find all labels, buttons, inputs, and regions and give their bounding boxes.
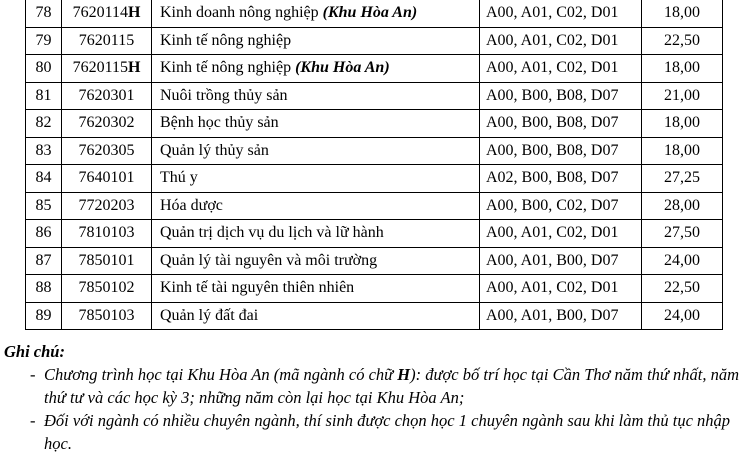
major-name-cell [152, 55, 480, 83]
cutoff-score-cell: 18,00 [642, 55, 723, 83]
major-name: Quản lý thủy sản [160, 141, 269, 159]
major-code-cell [62, 220, 152, 248]
major-code-cell [62, 275, 152, 303]
major-name-cell [152, 247, 480, 275]
notes-section [4, 340, 740, 455]
cutoff-score-cell: 28,00 [642, 192, 723, 220]
major-name: Quản lý đất đai [160, 306, 259, 324]
row-number-cell: 79 [26, 27, 62, 55]
major-code-cell [62, 165, 152, 193]
table-body [26, 0, 723, 330]
subject-combos-cell: A00, A01, B00, D07 [480, 247, 642, 275]
major-code-cell [62, 82, 152, 110]
major-code: 7850102 [78, 279, 135, 297]
major-name: Kinh tế nông nghiệp [160, 31, 292, 49]
major-code-cell [62, 247, 152, 275]
major-name: Kinh doanh nông nghiệp [160, 4, 323, 22]
major-code: 7850101 [78, 251, 135, 269]
row-number-cell: 86 [26, 220, 62, 248]
table-row [26, 82, 723, 110]
note-text-part2: ): được bố trí học tại Cần Thơ năm thứ nhất, năm thứ tư và các học kỳ 3; những năm còn lại học tại Khu Hòa An; [44, 365, 740, 407]
major-code: 7640101 [78, 169, 135, 187]
subject-combos-cell: A00, B00, C02, D07 [480, 192, 642, 220]
subject-combos-cell: A00, A01, C02, D01 [480, 220, 642, 248]
major-name: Thú y [160, 169, 198, 187]
major-code-cell [62, 0, 152, 27]
cutoff-score-cell: 18,00 [642, 110, 723, 138]
major-code: 7620305 [78, 141, 135, 159]
admissions-score-table [25, 0, 723, 330]
major-code-cell [62, 110, 152, 138]
major-code: 7850103 [78, 306, 135, 324]
table-row [26, 137, 723, 165]
major-code-suffix: H [127, 59, 141, 77]
campus-note: (Khu Hòa An) [295, 59, 390, 77]
subject-combos-cell: A00, A01, C02, D01 [480, 0, 642, 27]
subject-combos-cell: A00, B00, B08, D07 [480, 137, 642, 165]
major-code: 7620301 [78, 86, 135, 104]
table-row [26, 0, 723, 27]
row-number-cell: 83 [26, 137, 62, 165]
note-text-major: Đối với ngành có nhiều chuyên ngành, thí sinh được chọn học 1 chuyên ngành sau khi làm thủ tục nhập học. [44, 411, 731, 453]
row-number-cell: 85 [26, 192, 62, 220]
major-code-cell [62, 137, 152, 165]
major-name: Nuôi trồng thủy sản [160, 86, 288, 104]
major-code: 7810103 [78, 224, 135, 242]
notes-title: Ghi chú: [4, 342, 65, 361]
major-name-cell [152, 220, 480, 248]
row-number-cell: 82 [26, 110, 62, 138]
major-name-cell [152, 137, 480, 165]
major-code-cell [62, 27, 152, 55]
table-row [26, 110, 723, 138]
major-name-cell [152, 27, 480, 55]
major-code: 7620115 [72, 59, 128, 77]
subject-combos-cell: A00, A01, C02, D01 [480, 27, 642, 55]
major-name: Kinh tế tài nguyên thiên nhiên [160, 279, 355, 297]
cutoff-score-cell: 18,00 [642, 0, 723, 27]
major-code: 7620302 [78, 114, 135, 132]
campus-note: (Khu Hòa An) [322, 4, 418, 22]
cutoff-score-cell: 21,00 [642, 82, 723, 110]
note-dash: - [30, 411, 36, 430]
major-name-cell [152, 275, 480, 303]
major-name: Bệnh học thủy sản [160, 114, 279, 132]
table-row [26, 275, 723, 303]
table-row [26, 302, 723, 330]
major-code: 7620114 [72, 4, 128, 22]
note-item-major [4, 409, 740, 455]
cutoff-score-cell: 18,00 [642, 137, 723, 165]
cutoff-score-cell: 22,50 [642, 27, 723, 55]
row-number-cell: 81 [26, 82, 62, 110]
table-row [26, 192, 723, 220]
table-row [26, 55, 723, 83]
cutoff-score-cell: 27,50 [642, 220, 723, 248]
major-name-cell [152, 82, 480, 110]
table-row [26, 165, 723, 193]
major-name-cell [152, 110, 480, 138]
cutoff-score-cell: 22,50 [642, 275, 723, 303]
major-code-suffix: H [127, 4, 141, 22]
major-name-cell [152, 302, 480, 330]
row-number-cell: 80 [26, 55, 62, 83]
major-name: Kinh tế nông nghiệp [160, 59, 296, 77]
subject-combos-cell: A00, A01, B00, D07 [480, 302, 642, 330]
major-code-cell [62, 55, 152, 83]
major-code: 7720203 [78, 196, 135, 214]
subject-combos-cell: A00, B00, B08, D07 [480, 110, 642, 138]
note-dash: - [30, 365, 36, 384]
cutoff-score-cell: 24,00 [642, 302, 723, 330]
row-number-cell: 89 [26, 302, 62, 330]
major-name-cell [152, 165, 480, 193]
note-text-part1: Chương trình học tại Khu Hòa An (mã ngành có chữ [44, 365, 398, 384]
row-number-cell: 88 [26, 275, 62, 303]
major-code: 7620115 [78, 31, 135, 49]
major-name-cell [152, 0, 480, 27]
note-text-bold-h: H [397, 365, 411, 384]
major-name: Hóa dược [160, 196, 223, 214]
row-number-cell: 87 [26, 247, 62, 275]
major-name-cell [152, 192, 480, 220]
major-code-cell [62, 192, 152, 220]
note-item-campus [4, 363, 740, 409]
table-row [26, 220, 723, 248]
table-row [26, 27, 723, 55]
row-number-cell: 78 [26, 0, 62, 27]
major-code-cell [62, 302, 152, 330]
cutoff-score-cell: 24,00 [642, 247, 723, 275]
subject-combos-cell: A00, B00, B08, D07 [480, 82, 642, 110]
cutoff-score-cell: 27,25 [642, 165, 723, 193]
subject-combos-cell: A02, B00, B08, D07 [480, 165, 642, 193]
major-name: Quản trị dịch vụ du lịch và lữ hành [160, 224, 384, 242]
subject-combos-cell: A00, A01, C02, D01 [480, 275, 642, 303]
subject-combos-cell: A00, A01, C02, D01 [480, 55, 642, 83]
major-name: Quản lý tài nguyên và môi trường [160, 251, 378, 269]
table-row [26, 247, 723, 275]
row-number-cell: 84 [26, 165, 62, 193]
